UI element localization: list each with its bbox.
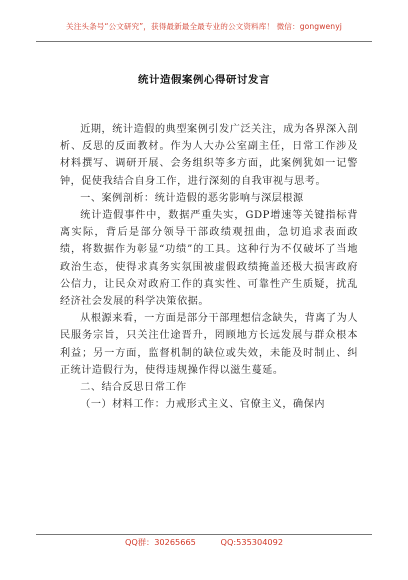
- subsection-heading-1: （一）材料工作：力戒形式主义、官僚主义，确保内: [80, 399, 325, 411]
- footer-qq: QQ:535304092: [220, 537, 284, 547]
- paragraph-root-causes: 从根源来看，一方面是部分干部理想信念缺失，背离了为人民服务宗旨，只关注仕途晋升，罔顾地方长远发展与群众根本利益；另一方面，监督机制的缺位或失效，未能及时制止、纠正统计造假行为，使得违规操作得以滋生蔓延。: [60, 313, 358, 376]
- paragraph-case-analysis: 统计造假事件中，数据严重失实，GDP增速等关键指标背离实际，背后是部分领导干部政绩观扭曲，急切追求表面政绩，将数据作为彰显“功绩”的工具。这种行为不仅破坏了当地政治生态，使得求真务实氛围被虚假政绩掩盖还极大损害政府公信力，让民众对政府工作的真实性、可靠性产生质疑，扰乱经济社会发展的科学决策依据。: [60, 210, 358, 308]
- header-banner: 关注头条号“公文研究”，获得最新最全最专业的公文资料库！ 微信：gongwenyj: [66, 22, 342, 31]
- footer: [0, 537, 408, 548]
- header-divider: [36, 41, 372, 42]
- footer-qq-group: QQ群：30265665: [124, 537, 196, 547]
- section-heading-2: 二、结合反思日常工作: [80, 382, 187, 394]
- paragraph-intro: 近期，统计造假的典型案例引发广泛关注，成为各界深入剖析、反思的反面教材。作为人大办公室副主任，日常工作涉及材料撰写、调研开展、会务组织等多方面，此案例犹如一记警钟，促使我结合自身工作，进行深刻的自我审视与思考。: [60, 124, 358, 187]
- section-heading-1: 一、案例剖析：统计造假的恶劣影响与深层根源: [80, 192, 304, 204]
- document-body: [60, 121, 358, 413]
- document-title: 统计造假案例心得研讨发言: [138, 74, 270, 86]
- footer-divider: [36, 534, 372, 535]
